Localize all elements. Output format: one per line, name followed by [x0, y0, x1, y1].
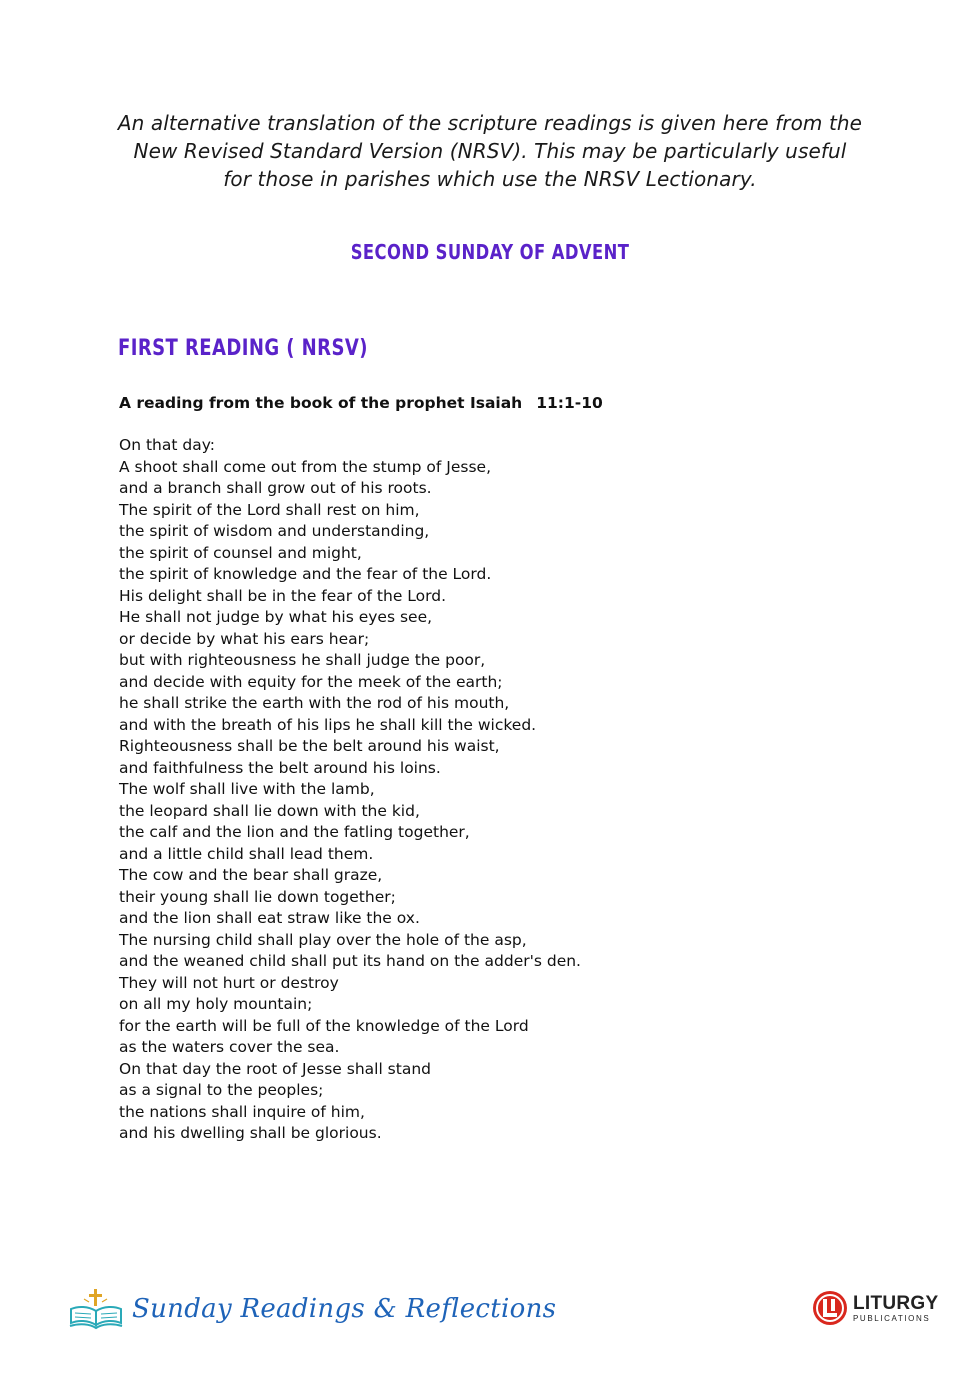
- reading-text: [119, 435, 879, 1145]
- reading-reference: 11:1-10: [536, 394, 603, 412]
- verse-line: for the earth will be full of the knowledge of the Lord: [119, 1016, 529, 1035]
- verse-line: on all my holy mountain;: [119, 995, 313, 1013]
- verse-line: as a signal to the peoples;: [119, 1081, 324, 1099]
- sunday-title: SECOND SUNDAY OF ADVENT: [350, 240, 630, 264]
- verse-line: The nursing child shall play over the hole of the asp,: [119, 930, 527, 949]
- intro-line: An alternative translation of the scripture readings is given here from the: [117, 111, 863, 135]
- intro-line: for those in parishes which use the NRSV Lectionary.: [223, 167, 757, 191]
- verse-line: the spirit of knowledge and the fear of the Lord.: [119, 565, 492, 583]
- reading-source-text: A reading from the book of the prophet Isaiah: [119, 394, 523, 412]
- publisher-logo: [812, 1290, 939, 1326]
- verse-line: the spirit of counsel and might,: [119, 543, 362, 562]
- verse-line: and a branch shall grow out of his roots.: [119, 479, 432, 497]
- verse-line: he shall strike the earth with the rod of his mouth,: [119, 694, 510, 712]
- publisher-subtitle: PUBLICATIONS: [853, 1313, 931, 1323]
- verse-line: the calf and the lion and the fatling together,: [119, 823, 470, 841]
- verse-line: the leopard shall lie down with the kid,: [119, 801, 420, 820]
- verse-line: and the lion shall eat straw like the ox.: [119, 909, 420, 927]
- verse-line: and faithfulness the belt around his loins.: [119, 758, 441, 777]
- verse-line: the nations shall inquire of him,: [119, 1102, 365, 1121]
- intro-note: [90, 109, 890, 193]
- verse-line: A shoot shall come out from the stump of Jesse,: [119, 457, 492, 476]
- reading-source: [119, 394, 603, 412]
- verse-line: He shall not judge by what his eyes see,: [119, 608, 433, 626]
- verse-line: and decide with equity for the meek of the earth;: [119, 672, 503, 691]
- open-book-cross-icon: [68, 1287, 124, 1331]
- verse-line: The wolf shall live with the lamb,: [119, 780, 375, 798]
- verse-line: but with righteousness he shall judge the poor,: [119, 651, 486, 669]
- footer-brand: [68, 1284, 556, 1334]
- liturgy-emblem-icon: [812, 1290, 848, 1326]
- reading-title: FIRST READING ( NRSV): [118, 336, 368, 361]
- verse-line: Righteousness shall be the belt around his waist,: [119, 737, 500, 755]
- verse-line: or decide by what his ears hear;: [119, 629, 370, 648]
- publisher-text: [853, 1294, 939, 1323]
- intro-line: New Revised Standard Version (NRSV). This may be particularly useful: [133, 139, 847, 163]
- publisher-name: LITURGY: [853, 1292, 939, 1314]
- verse-line: They will not hurt or destroy: [119, 973, 339, 992]
- verse-line: On that day:: [119, 436, 215, 454]
- verse-line: His delight shall be in the fear of the Lord.: [119, 586, 447, 605]
- footer-brand-name: Sunday Readings & Reflections: [132, 1294, 557, 1324]
- verse-line: and a little child shall lead them.: [119, 844, 374, 863]
- verse-line: and with the breath of his lips he shall kill the wicked.: [119, 715, 537, 734]
- verse-line: their young shall lie down together;: [119, 887, 396, 906]
- verse-line: The cow and the bear shall graze,: [119, 866, 383, 884]
- verse-line: the spirit of wisdom and understanding,: [119, 522, 430, 540]
- verse-line: and the weaned child shall put its hand on the adder's den.: [119, 952, 581, 970]
- verse-line: On that day the root of Jesse shall stand: [119, 1059, 431, 1078]
- verse-line: The spirit of the Lord shall rest on him,: [119, 500, 420, 519]
- verse-line: and his dwelling shall be glorious.: [119, 1124, 382, 1142]
- verse-line: as the waters cover the sea.: [119, 1038, 340, 1056]
